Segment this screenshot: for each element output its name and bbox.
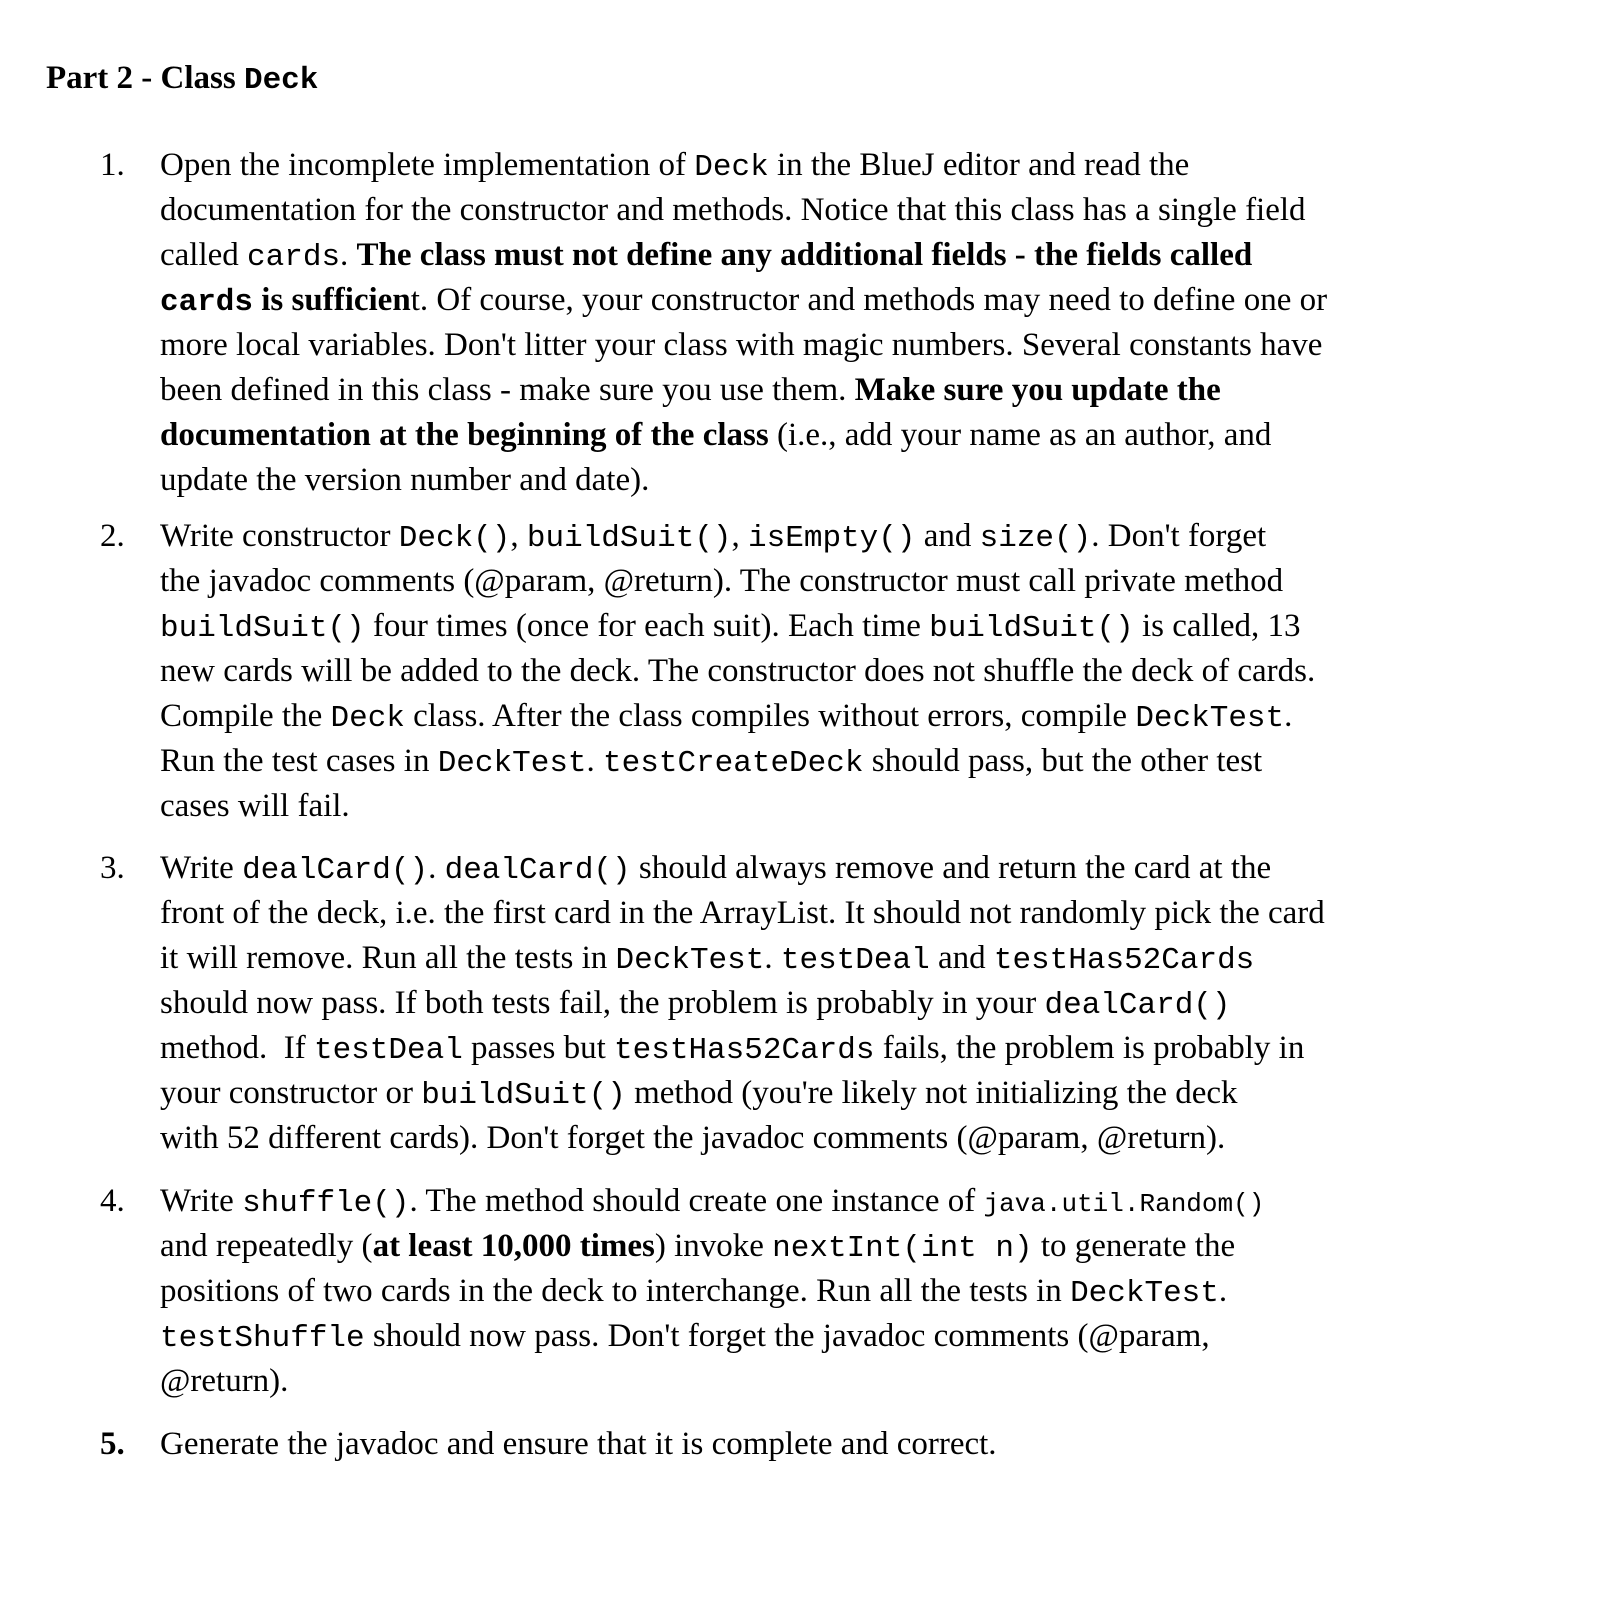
- text-line: documentation at the beginning of the class (i.e., add your name as an author, and: [160, 417, 1272, 453]
- text-line: positions of two cards in the deck to interchange. Run all the tests in DeckTest.: [160, 1273, 1228, 1311]
- item-number: 4.: [100, 1183, 125, 1219]
- heading-text: Part 2 - Class: [46, 60, 244, 96]
- item-text: [160, 846, 1540, 1161]
- text-line: called cards. The class must not define any additional fields - the fields called: [160, 237, 1253, 275]
- item-text: [160, 143, 1540, 503]
- heading-code: Deck: [243, 63, 319, 98]
- text-line: method. If testDeal passes but testHas52Cards fails, the problem is probably in: [160, 1030, 1305, 1068]
- text-line: new cards will be added to the deck. The constructor does not shuffle the deck of cards.: [160, 653, 1316, 689]
- text-line: Write dealCard(). dealCard() should always remove and return the card at the: [160, 850, 1272, 888]
- text-line: Compile the Deck class. After the class compiles without errors, compile DeckTest.: [160, 698, 1293, 736]
- text-line: been defined in this class - make sure you use them. Make sure you update the: [160, 372, 1221, 408]
- text-line: front of the deck, i.e. the first card in the ArrayList. It should not randomly pick the card: [160, 895, 1325, 931]
- text-line: and repeatedly (at least 10,000 times) invoke nextInt(int n) to generate the: [160, 1228, 1236, 1266]
- text-line: more local variables. Don't litter your class with magic numbers. Several constants have: [160, 327, 1323, 363]
- text-line: testShuffle should now pass. Don't forget the javadoc comments (@param,: [160, 1318, 1210, 1356]
- text-line: the javadoc comments (@param, @return). The constructor must call private method: [160, 563, 1284, 599]
- item-text: [160, 514, 1540, 829]
- text-line: Open the incomplete implementation of Deck in the BlueJ editor and read the: [160, 147, 1190, 185]
- text-line: buildSuit() four times (once for each suit). Each time buildSuit() is called, 13: [160, 608, 1301, 646]
- text-line: your constructor or buildSuit() method (you're likely not initializing the deck: [160, 1075, 1238, 1113]
- item-text: [160, 1422, 1540, 1467]
- text-line: Write constructor Deck(), buildSuit(), isEmpty() and size(). Don't forget: [160, 518, 1267, 556]
- text-line: should now pass. If both tests fail, the problem is probably in your dealCard(): [160, 985, 1231, 1023]
- text-line: it will remove. Run all the tests in DeckTest. testDeal and testHas52Cards: [160, 940, 1255, 978]
- item-number: 5.: [100, 1426, 125, 1462]
- item-number: 1.: [100, 147, 125, 183]
- item-number: 3.: [100, 850, 125, 886]
- text-line: update the version number and date).: [160, 462, 650, 498]
- text-line: Run the test cases in DeckTest. testCreateDeck should pass, but the other test: [160, 743, 1263, 781]
- text-line: @return).: [160, 1363, 289, 1399]
- text-line: cases will fail.: [160, 788, 350, 824]
- text-line: with 52 different cards). Don't forget the javadoc comments (@param, @return).: [160, 1120, 1226, 1156]
- item-number: 2.: [100, 518, 125, 554]
- text-line: cards is sufficient. Of course, your constructor and methods may need to define one or: [160, 282, 1328, 320]
- text-line: Write shuffle(). The method should create one instance of java.util.Random(): [160, 1183, 1265, 1221]
- section-heading: [46, 58, 318, 101]
- text-line: Generate the javadoc and ensure that it is complete and correct.: [160, 1426, 997, 1462]
- text-line: documentation for the constructor and methods. Notice that this class has a single field: [160, 192, 1306, 228]
- item-text: [160, 1179, 1540, 1404]
